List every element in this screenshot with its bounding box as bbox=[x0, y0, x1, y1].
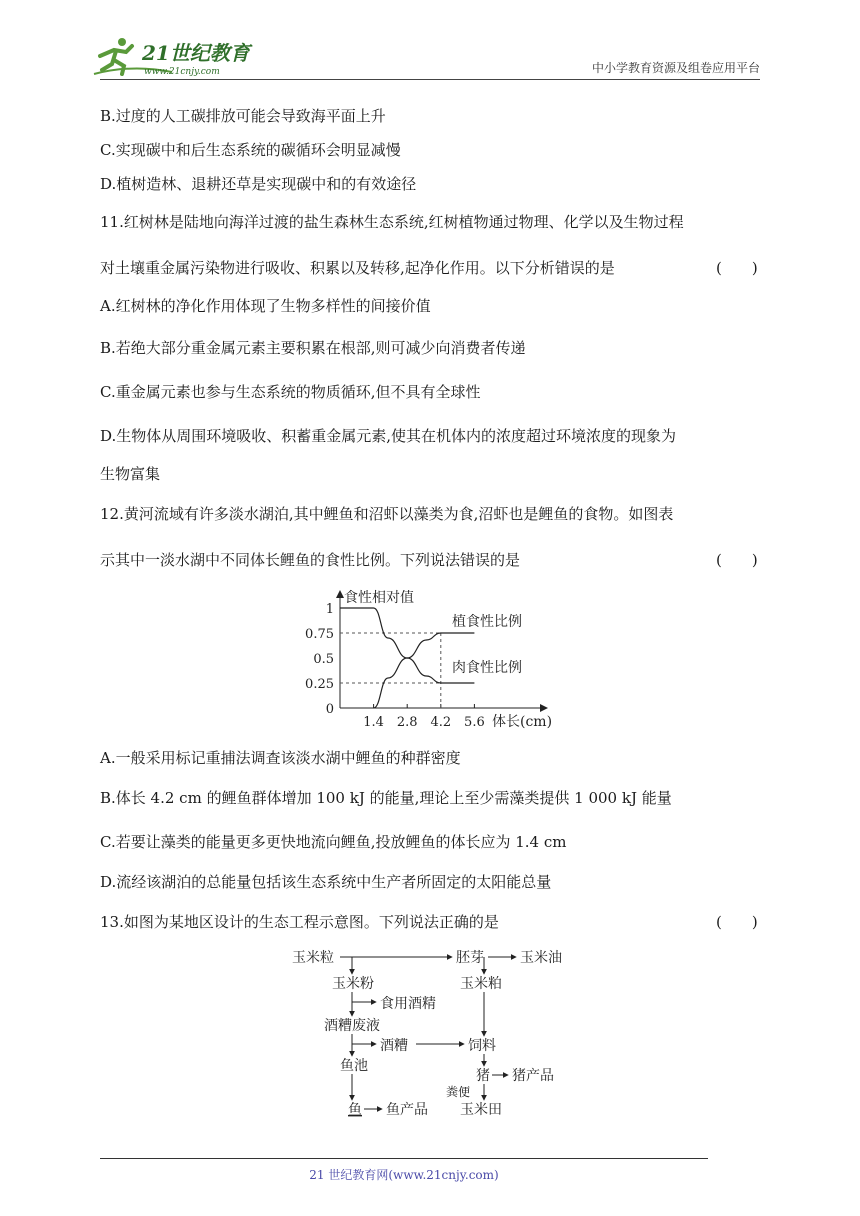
x-tick-label: 2.8 bbox=[396, 715, 418, 730]
x-tick-label: 5.6 bbox=[464, 715, 485, 730]
node-corn-oil: 玉米油 bbox=[520, 950, 562, 966]
node-edible-alcohol: 食用酒精 bbox=[380, 996, 436, 1012]
node-fish: 鱼 bbox=[348, 1102, 362, 1118]
q10-option-b: B.过度的人工碳排放可能会导致海平面上升 bbox=[100, 107, 386, 125]
y-tick-label: 0 bbox=[325, 702, 334, 717]
node-manure: 粪便 bbox=[446, 1085, 471, 1099]
x-axis-label: 体长(cm) bbox=[492, 714, 553, 730]
q11-stem-line1: 11.红树林是陆地向海洋过渡的盐生森林生态系统,红树植物通过物理、化学以及生物过程 bbox=[100, 213, 684, 231]
node-fish-pond: 鱼池 bbox=[340, 1058, 368, 1074]
node-corn-meal: 玉米粕 bbox=[460, 976, 502, 992]
platform-label: 中小学教育资源及组卷应用平台 bbox=[591, 61, 760, 75]
q11-option-a: A.红树林的净化作用体现了生物多样性的间接价值 bbox=[100, 297, 431, 315]
logo-url: www.21cnjy.com bbox=[144, 67, 220, 77]
q12-option-a: A.一般采用标记重捕法调查该淡水湖中鲤鱼的种群密度 bbox=[100, 749, 461, 767]
q12-option-b: B.体长 4.2 cm 的鲤鱼群体增加 100 kJ 的能量,理论上至少需藻类提供 1 000 kJ 能量 bbox=[100, 789, 672, 807]
q11-stem-line2: 对土壤重金属污染物进行吸收、积累以及转移,起净化作用。以下分析错误的是 bbox=[100, 259, 615, 277]
y-tick-label: 0.5 bbox=[313, 652, 334, 667]
diet-ratio-chart bbox=[300, 586, 570, 732]
y-tick-labels bbox=[305, 602, 334, 717]
header-divider bbox=[100, 79, 760, 80]
q12-answer-paren: ( ) bbox=[716, 551, 758, 569]
x-tick-label: 1.4 bbox=[363, 715, 384, 730]
q12-option-d: D.流经该湖泊的总能量包括该生态系统中生产者所固定的太阳能总量 bbox=[100, 873, 552, 891]
y-tick-label: 0.25 bbox=[305, 677, 334, 692]
footer-divider bbox=[100, 1158, 708, 1159]
q11-option-d-line1: D.生物体从周围环境吸收、积蓄重金属元素,使其在机体内的浓度超过环境浓度的现象为 bbox=[100, 427, 677, 445]
y-tick-label: 0.75 bbox=[305, 627, 334, 642]
q11-option-d-line2: 生物富集 bbox=[100, 465, 161, 483]
y-tick-label: 1 bbox=[325, 602, 334, 617]
q10-option-c: C.实现碳中和后生态系统的碳循环会明显减慢 bbox=[100, 141, 401, 159]
series-label-herbivorous: 植食性比例 bbox=[452, 614, 522, 630]
node-distillers-waste: 酒糟废液 bbox=[324, 1018, 380, 1034]
q12-option-c: C.若要让藻类的能量更多更快地流向鲤鱼,投放鲤鱼的体长应为 1.4 cm bbox=[100, 833, 567, 851]
node-corn-flour: 玉米粉 bbox=[332, 976, 374, 992]
site-logo bbox=[92, 34, 262, 80]
footer-text: 21 世纪教育网(www.21cnjy.com) bbox=[309, 1168, 499, 1182]
node-pig: 猪 bbox=[476, 1068, 490, 1084]
node-corn-grain: 玉米粒 bbox=[292, 950, 334, 966]
q11-answer-paren: ( ) bbox=[716, 259, 758, 277]
q13-stem: 13.如图为某地区设计的生态工程示意图。下列说法正确的是 bbox=[100, 913, 499, 931]
q12-stem-line2: 示其中一淡水湖中不同体长鲤鱼的食性比例。下列说法错误的是 bbox=[100, 551, 521, 569]
x-tick-label: 4.2 bbox=[430, 715, 452, 730]
node-pig-products: 猪产品 bbox=[512, 1068, 554, 1084]
node-germ: 胚芽 bbox=[456, 950, 484, 966]
eco-engineering-diagram bbox=[280, 942, 580, 1122]
q13-answer-paren: ( ) bbox=[716, 913, 758, 931]
reference-lines bbox=[340, 633, 441, 708]
node-feed: 饲料 bbox=[468, 1038, 496, 1054]
node-distillers-grains: 酒糟 bbox=[380, 1038, 408, 1054]
q12-stem-line1: 12.黄河流域有许多淡水湖泊,其中鲤鱼和沼虾以藻类为食,沼虾也是鲤鱼的食物。如图表 bbox=[100, 505, 674, 523]
q11-option-b: B.若绝大部分重金属元素主要积累在根部,则可减少向消费者传递 bbox=[100, 339, 526, 357]
q11-option-c: C.重金属元素也参与生态系统的物质循环,但不具有全球性 bbox=[100, 383, 481, 401]
node-fish-products: 鱼产品 bbox=[386, 1102, 428, 1118]
logo-text: 21世纪教育 bbox=[142, 41, 250, 65]
y-axis-label: 食性相对值 bbox=[344, 590, 414, 606]
series-label-carnivorous: 肉食性比例 bbox=[452, 660, 522, 676]
node-corn-field: 玉米田 bbox=[460, 1102, 502, 1118]
q10-option-d: D.植树造林、退耕还草是实现碳中和的有效途径 bbox=[100, 175, 417, 193]
